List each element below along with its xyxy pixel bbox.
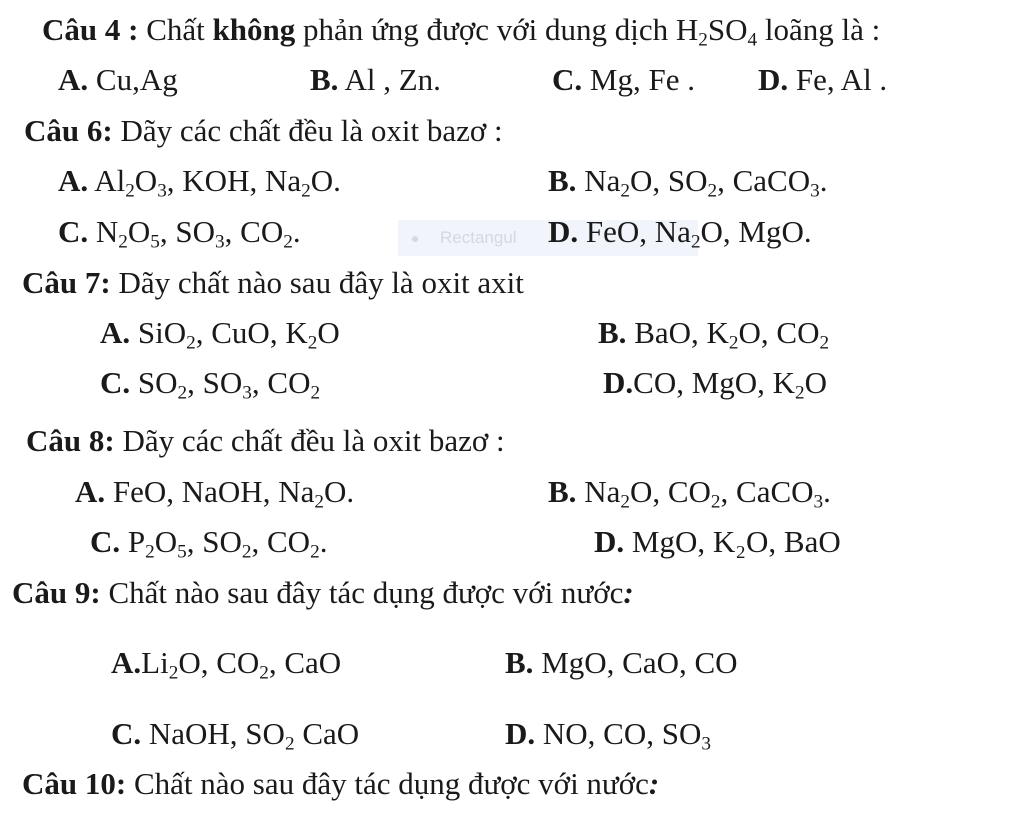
question-10-colon: : <box>648 766 660 801</box>
option-value: FeO, $Na_2O$, MgO. <box>585 214 812 253</box>
question-9-colon: : <box>623 575 634 610</box>
option-value: BaO, $K_2O$, $CO_2$ <box>634 315 830 354</box>
question-4-text-d: loãng là : <box>764 12 881 47</box>
question-7-label: Câu 7: <box>22 265 111 300</box>
option-value: $P_2O_5$, $SO_2$, $CO_2$. <box>127 524 328 563</box>
option-value: NaOH, $SO_2$ CaO <box>148 716 360 755</box>
option-value: $Na_2O$, $CO_2$, CaCO$_3$. <box>584 474 831 513</box>
option-value: Mg, Fe . <box>589 62 695 97</box>
option-key: C. <box>58 214 89 249</box>
option-value: SiO$_2$, CuO, $K_2O$ <box>137 315 340 354</box>
question-6-option-a <box>58 163 341 202</box>
watermark-text: Rectangul <box>440 228 517 247</box>
option-key: D. <box>603 365 634 400</box>
question-9-option-d <box>505 716 711 755</box>
question-9-option-a <box>111 645 342 684</box>
option-key: D. <box>594 524 625 559</box>
question-8-stem <box>26 423 505 459</box>
question-7-option-c <box>100 365 321 404</box>
question-7-text: Dãy chất nào sau đây là oxit axit <box>118 265 524 300</box>
option-key: A. <box>58 163 89 198</box>
question-7-option-b <box>598 315 830 354</box>
option-key: B. <box>548 474 577 509</box>
option-value: Al , Zn. <box>344 62 441 97</box>
question-7-option-d <box>603 365 828 404</box>
option-key: C. <box>111 716 142 751</box>
formula-h2so4: $H_2SO_4$ <box>675 12 758 51</box>
question-6-label: Câu 6: <box>24 113 113 148</box>
option-value: NO, CO, $SO_3$ <box>542 716 711 755</box>
option-value: Fe, Al . <box>795 62 888 97</box>
question-10-stem <box>22 766 659 802</box>
question-4-text-c: phản ứng được với dung dịch <box>303 12 669 47</box>
question-4-label: Câu 4 : <box>42 12 139 47</box>
option-value: FeO, NaOH, $Na_2O$. <box>112 474 355 513</box>
question-4-stem <box>42 12 881 51</box>
question-9-text: Chất nào sau đây tác dụng được với nước <box>108 575 624 610</box>
question-8-option-d <box>594 524 841 560</box>
option-key: B. <box>505 645 534 680</box>
option-value: $N_2O_5$, $SO_3$, $CO_2$. <box>95 214 301 253</box>
question-8-option-a <box>75 474 355 513</box>
option-key: A. <box>75 474 106 509</box>
option-key: B. <box>310 62 339 97</box>
question-4-text-bold: không <box>212 12 296 47</box>
option-key: C. <box>100 365 131 400</box>
question-10-text: Chất nào sau đây tác dụng được với nước <box>133 766 649 801</box>
question-6-text: Dãy các chất đều là oxit bazơ : <box>120 113 503 148</box>
question-4-option-a <box>58 62 178 98</box>
question-9-option-b <box>505 645 738 681</box>
option-value: $Na_2O$, $SO_2$, CaCO$_3$. <box>584 163 828 202</box>
option-key: A. <box>58 62 89 97</box>
option-value: $Al_2O_3$, KOH, $Na_2O$. <box>94 163 341 202</box>
question-8-option-c <box>90 524 328 563</box>
option-key: A. <box>111 645 142 680</box>
option-key: B. <box>548 163 577 198</box>
option-key: D. <box>505 716 536 751</box>
option-key: A. <box>100 315 131 350</box>
question-9-label: Câu 9: <box>12 575 101 610</box>
option-key: C. <box>90 524 121 559</box>
question-4-option-c <box>552 62 695 98</box>
question-6-stem <box>24 113 503 149</box>
question-8-label: Câu 8: <box>26 423 115 458</box>
option-value: MgO, K₂O, BaO <box>631 524 841 559</box>
dot-icon <box>412 236 418 242</box>
option-key: C. <box>552 62 583 97</box>
question-8-text: Dãy các chất đều là oxit bazơ : <box>122 423 505 458</box>
option-value: CO, MgO, $K_2O$ <box>633 365 828 404</box>
option-value: $SO_2$, $SO_3$, $CO_2$ <box>137 365 321 404</box>
option-key: D. <box>548 214 579 249</box>
question-4-text-a: Chất <box>146 12 205 47</box>
question-4-option-b <box>310 62 441 98</box>
option-value: Cu,Ag <box>95 62 178 97</box>
option-key: D. <box>758 62 789 97</box>
question-7-option-a <box>100 315 340 354</box>
question-6-option-d <box>548 214 812 253</box>
question-10-label: Câu 10: <box>22 766 127 801</box>
question-7-stem <box>22 265 524 301</box>
question-6-option-c <box>58 214 301 253</box>
question-8-option-b <box>548 474 831 513</box>
question-4-option-d <box>758 62 887 98</box>
option-value: MgO, CaO, CO <box>541 645 738 680</box>
question-9-option-c <box>111 716 360 755</box>
option-key: B. <box>598 315 627 350</box>
option-value: $Li_2O$, $CO_2$, CaO <box>141 645 342 684</box>
question-6-option-b <box>548 163 828 202</box>
question-9-stem <box>12 575 634 611</box>
